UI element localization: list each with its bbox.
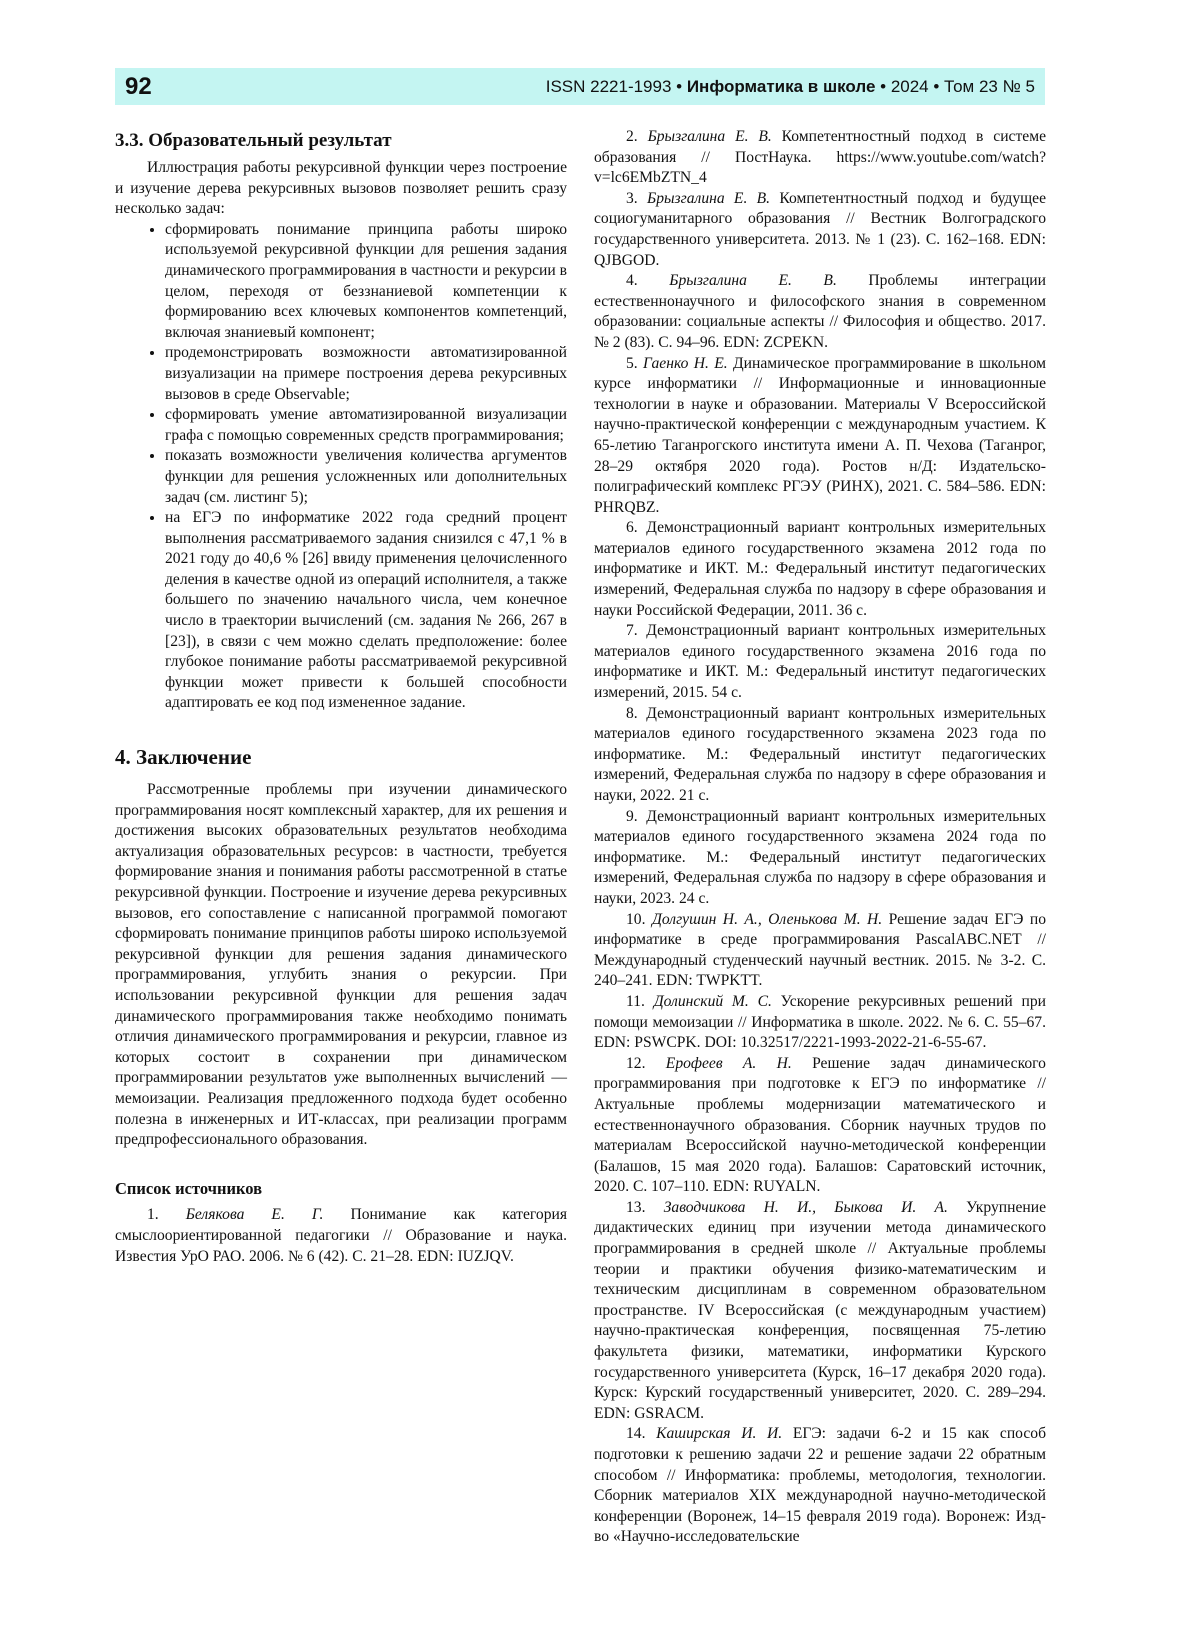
reference-text: Компетентностный подход в системе образования // ПостНаука. https://www.youtube.com/watch?v=lc6EMbZTN_4 (594, 128, 1046, 186)
reference-number: 6. (626, 519, 638, 536)
reference-number: 11. (626, 993, 645, 1010)
reference-author: Долгушин Н. А., Оленькова М. Н. (652, 911, 882, 928)
reference-author: Гаенко Н. Е. (643, 355, 728, 372)
reference-list (115, 1205, 567, 1267)
reference-list (594, 127, 1046, 1548)
section-heading: 4. Заключение (115, 744, 567, 770)
reference-text: Укрупнение дидактических единиц при изучении метода динамического программирования в средней школе // Актуальные проблемы теории и практики обучения физико-математическим и техническим дисциплинам в современном образовательном пространстве. IV Всероссийская (с международным участием) научно-практическая конференция, посвященная 75-летию факультета физики, математики, информатики Курского государственного университета (Курск, 16–17 декабря 2020 года). Курск: Курский государственный университет, 2020. С. 289–294. EDN: GSRACM. (594, 1199, 1046, 1422)
reference-text: Понимание как категория смыслоориентированной педагогики // Образование и наука. Известия УрО РАО. 2006. № 6 (42). С. 21–28. EDN: IUZJQV. (115, 1206, 567, 1264)
reference-number: 3. (626, 190, 638, 207)
reference-author: Заводчикова Н. И., Быкова И. А. (664, 1199, 948, 1216)
reference-number: 2. (626, 128, 638, 145)
issn: ISSN 2221-1993 • (546, 77, 682, 96)
reference-item (594, 807, 1046, 910)
reference-number: 8. (626, 705, 638, 722)
reference-item (594, 910, 1046, 992)
reference-number: 5. (626, 355, 638, 372)
reference-text: Демонстрационный вариант контрольных измерительных материалов единого государственного экзамена 2016 года по информатике и ИКТ. М.: Федеральный институт педагогических измерений, 2015. 54 с. (594, 622, 1046, 701)
reference-number: 7. (626, 622, 638, 639)
reference-number: 4. (626, 272, 638, 289)
list-item: • показать возможности увеличения количества аргументов функции для решения усложненных или дополнительных задач (см. листинг 5); (165, 446, 567, 508)
journal-page (0, 0, 1200, 1637)
reference-author: Каширская И. И. (656, 1425, 782, 1442)
list-item: • продемонстрировать возможности автоматизированной визуализации на примере построения дерева рекурсивных вызовов в среде Observable; (165, 343, 567, 405)
reference-item (594, 127, 1046, 189)
reference-item (115, 1205, 567, 1267)
reference-item (594, 189, 1046, 271)
reference-text: Компетентностный подход и будущее социогуманитарного образования // Вестник Волгоградского государственного университета. 2013. № 1 (23). С. 162–168. EDN: QJBGOD. (594, 190, 1046, 269)
running-header (115, 68, 1045, 105)
reference-text: Демонстрационный вариант контрольных измерительных материалов единого государственного экзамена 2024 года по информатике. М.: Федеральный институт педагогических измерений, Федеральная служба по надзору в сфере образования и науки, 2023. 24 с. (594, 808, 1046, 907)
reference-author: Брызгалина Е. В. (669, 272, 837, 289)
page-number: 92 (125, 73, 152, 101)
reference-number: 10. (626, 911, 646, 928)
right-column (594, 127, 1046, 1548)
journal-info (546, 77, 1035, 97)
reference-text: Решение задач ЕГЭ по информатике в среде программирования PascalABC.NET // Международный студенческий научный вестник. 2015. № 3-2. С. 240–241. EDN: TWPKTT. (594, 911, 1046, 990)
bullet-list (115, 220, 567, 714)
reference-author: Долинский М. С. (654, 993, 772, 1010)
reference-number: 1. (147, 1206, 159, 1223)
reference-author: Брызгалина Е. В. (647, 190, 770, 207)
reference-number: 14. (626, 1425, 646, 1442)
reference-text: Решение задач динамического программирования при подготовке к ЕГЭ по информатике // Актуальные проблемы модернизации математического и естественнонаучного образования. Сборник научных трудов по материалам Всероссийской научно-методической конференции (Балашов, 15 мая 2020 года). Балашов: Саратовский источник, 2020. С. 107–110. EDN: RUYALN. (594, 1055, 1046, 1196)
reference-author: Ерофеев А. Н. (666, 1055, 792, 1072)
left-column (115, 128, 567, 1267)
reference-item (594, 1424, 1046, 1548)
reference-number: 13. (626, 1199, 646, 1216)
reference-number: 12. (626, 1055, 646, 1072)
issue-info: • 2024 • Том 23 № 5 (880, 77, 1035, 96)
reference-item (594, 1054, 1046, 1198)
list-item: • сформировать умение автоматизированной визуализации графа с помощью современных средств программирования; (165, 405, 567, 446)
reference-item (594, 1198, 1046, 1425)
reference-item (594, 621, 1046, 703)
list-item: • на ЕГЭ по информатике 2022 года средний процент выполнения рассматриваемого задания снизился с 47,1 % в 2021 году до 40,6 % [26] ввиду применения целочисленного деления в качестве одной из операций исполнителя, а также большего по значению начального числа, чем конечное число в траектории вычислений (см. задания № 266, 267 в [23]), в связи с чем можно сделать предположение: более глубокое понимание работы рассматриваемой рекурсивной функции может привести к большей способности адаптировать ее код под измененное задание. (165, 508, 567, 714)
reference-item (594, 518, 1046, 621)
reference-item (594, 354, 1046, 519)
reference-item (594, 992, 1046, 1054)
reference-item (594, 704, 1046, 807)
reference-text: ЕГЭ: задачи 6-2 и 15 как способ подготовки к решению задачи 22 и решение задачи 22 обратным способом // Информатика: проблемы, методология, технологии. Сборник материалов XIX международной научно-методической конференции (Воронеж, 14–15 февраля 2019 года). Воронеж: Изд-во «Научно-исследовательские (594, 1425, 1046, 1545)
reference-text: Динамическое программирование в школьном курсе информатики // Информационные и инновационные технологии в науке и образовании. Материалы V Всероссийской научно-практической конференции с международным участием. К 65-летию Таганрогского института имени А. П. Чехова (Таганрог, 28–29 октября 2020 года). Ростов н/Д: Издательско-полиграфический комплекс РГЭУ (РИНХ), 2021. С. 584–586. EDN: PHRQBZ. (594, 355, 1046, 516)
reference-text: Демонстрационный вариант контрольных измерительных материалов единого государственного экзамена 2023 года по информатике. М.: Федеральный институт педагогических измерений, Федеральная служба по надзору в сфере образования и науки, 2022. 21 с. (594, 705, 1046, 804)
references-heading: Список источников (115, 1179, 567, 1200)
reference-author: Белякова Е. Г. (186, 1206, 324, 1223)
reference-number: 9. (626, 808, 638, 825)
paragraph: Рассмотренные проблемы при изучении динамического программирования носят комплексный характер, для их решения и достижения высоких образовательных результатов необходима актуализация образовательных ресурсов: в частности, требуется формирование знания и понимания работы рассмотренной в статье рекурсивной функции. Построение и изучение дерева рекурсивных вызовов, его сопоставление с написанной программой помогают сформировать понимание принципов работы широко используемой рекурсивной функции для решения задания динамического программирования, углубить знания о рекурсии. При использовании рекурсивной функции для решения задач динамического программирования также необходимо понимать отличия динамического программирования и рекурсии, главное из которых состоит в сохранении при динамическом программировании результатов уже выполненных вычислений — мемоизации. Реализация предложенного подхода будет особенно полезна в инженерных и ИТ-классах, при реализации программ предпрофессионального образования. (115, 780, 567, 1151)
reference-text: Демонстрационный вариант контрольных измерительных материалов единого государственного экзамена 2012 года по информатике и ИКТ. М.: Федеральный институт педагогических измерений, Федеральная служба по надзору в сфере образования и науки Российской Федерации, 2011. 36 с. (594, 519, 1046, 618)
reference-author: Брызгалина Е. В. (648, 128, 772, 145)
reference-item (594, 271, 1046, 353)
section-heading: 3.3. Образовательный результат (115, 128, 567, 154)
reference-text: Проблемы интеграции естественнонаучного и философского знания в современном образовании: социальные аспекты // Философия и общество. 2017. № 2 (83). С. 94–96. EDN: ZCPEKN. (594, 272, 1046, 351)
reference-text: Ускорение рекурсивных решений при помощи мемоизации // Информатика в школе. 2022. № 6. С. 55–67. EDN: PSWCPK. DOI: 10.32517/2221-1993-2022-21-6-55-67. (594, 993, 1046, 1051)
list-item: • сформировать понимание принципа работы широко используемой рекурсивной функции для решения задания динамического программирования в частности и рекурсии в целом, переходя от беззнаниевой компетенции к формированию всех ключевых компонентов компетенций, включая знаниевый компонент; (165, 220, 567, 344)
paragraph: Иллюстрация работы рекурсивной функции через построение и изучение дерева рекурсивных вызовов позволяет решить сразу несколько задач: (115, 158, 567, 220)
journal-title: Информатика в школе (687, 77, 876, 96)
